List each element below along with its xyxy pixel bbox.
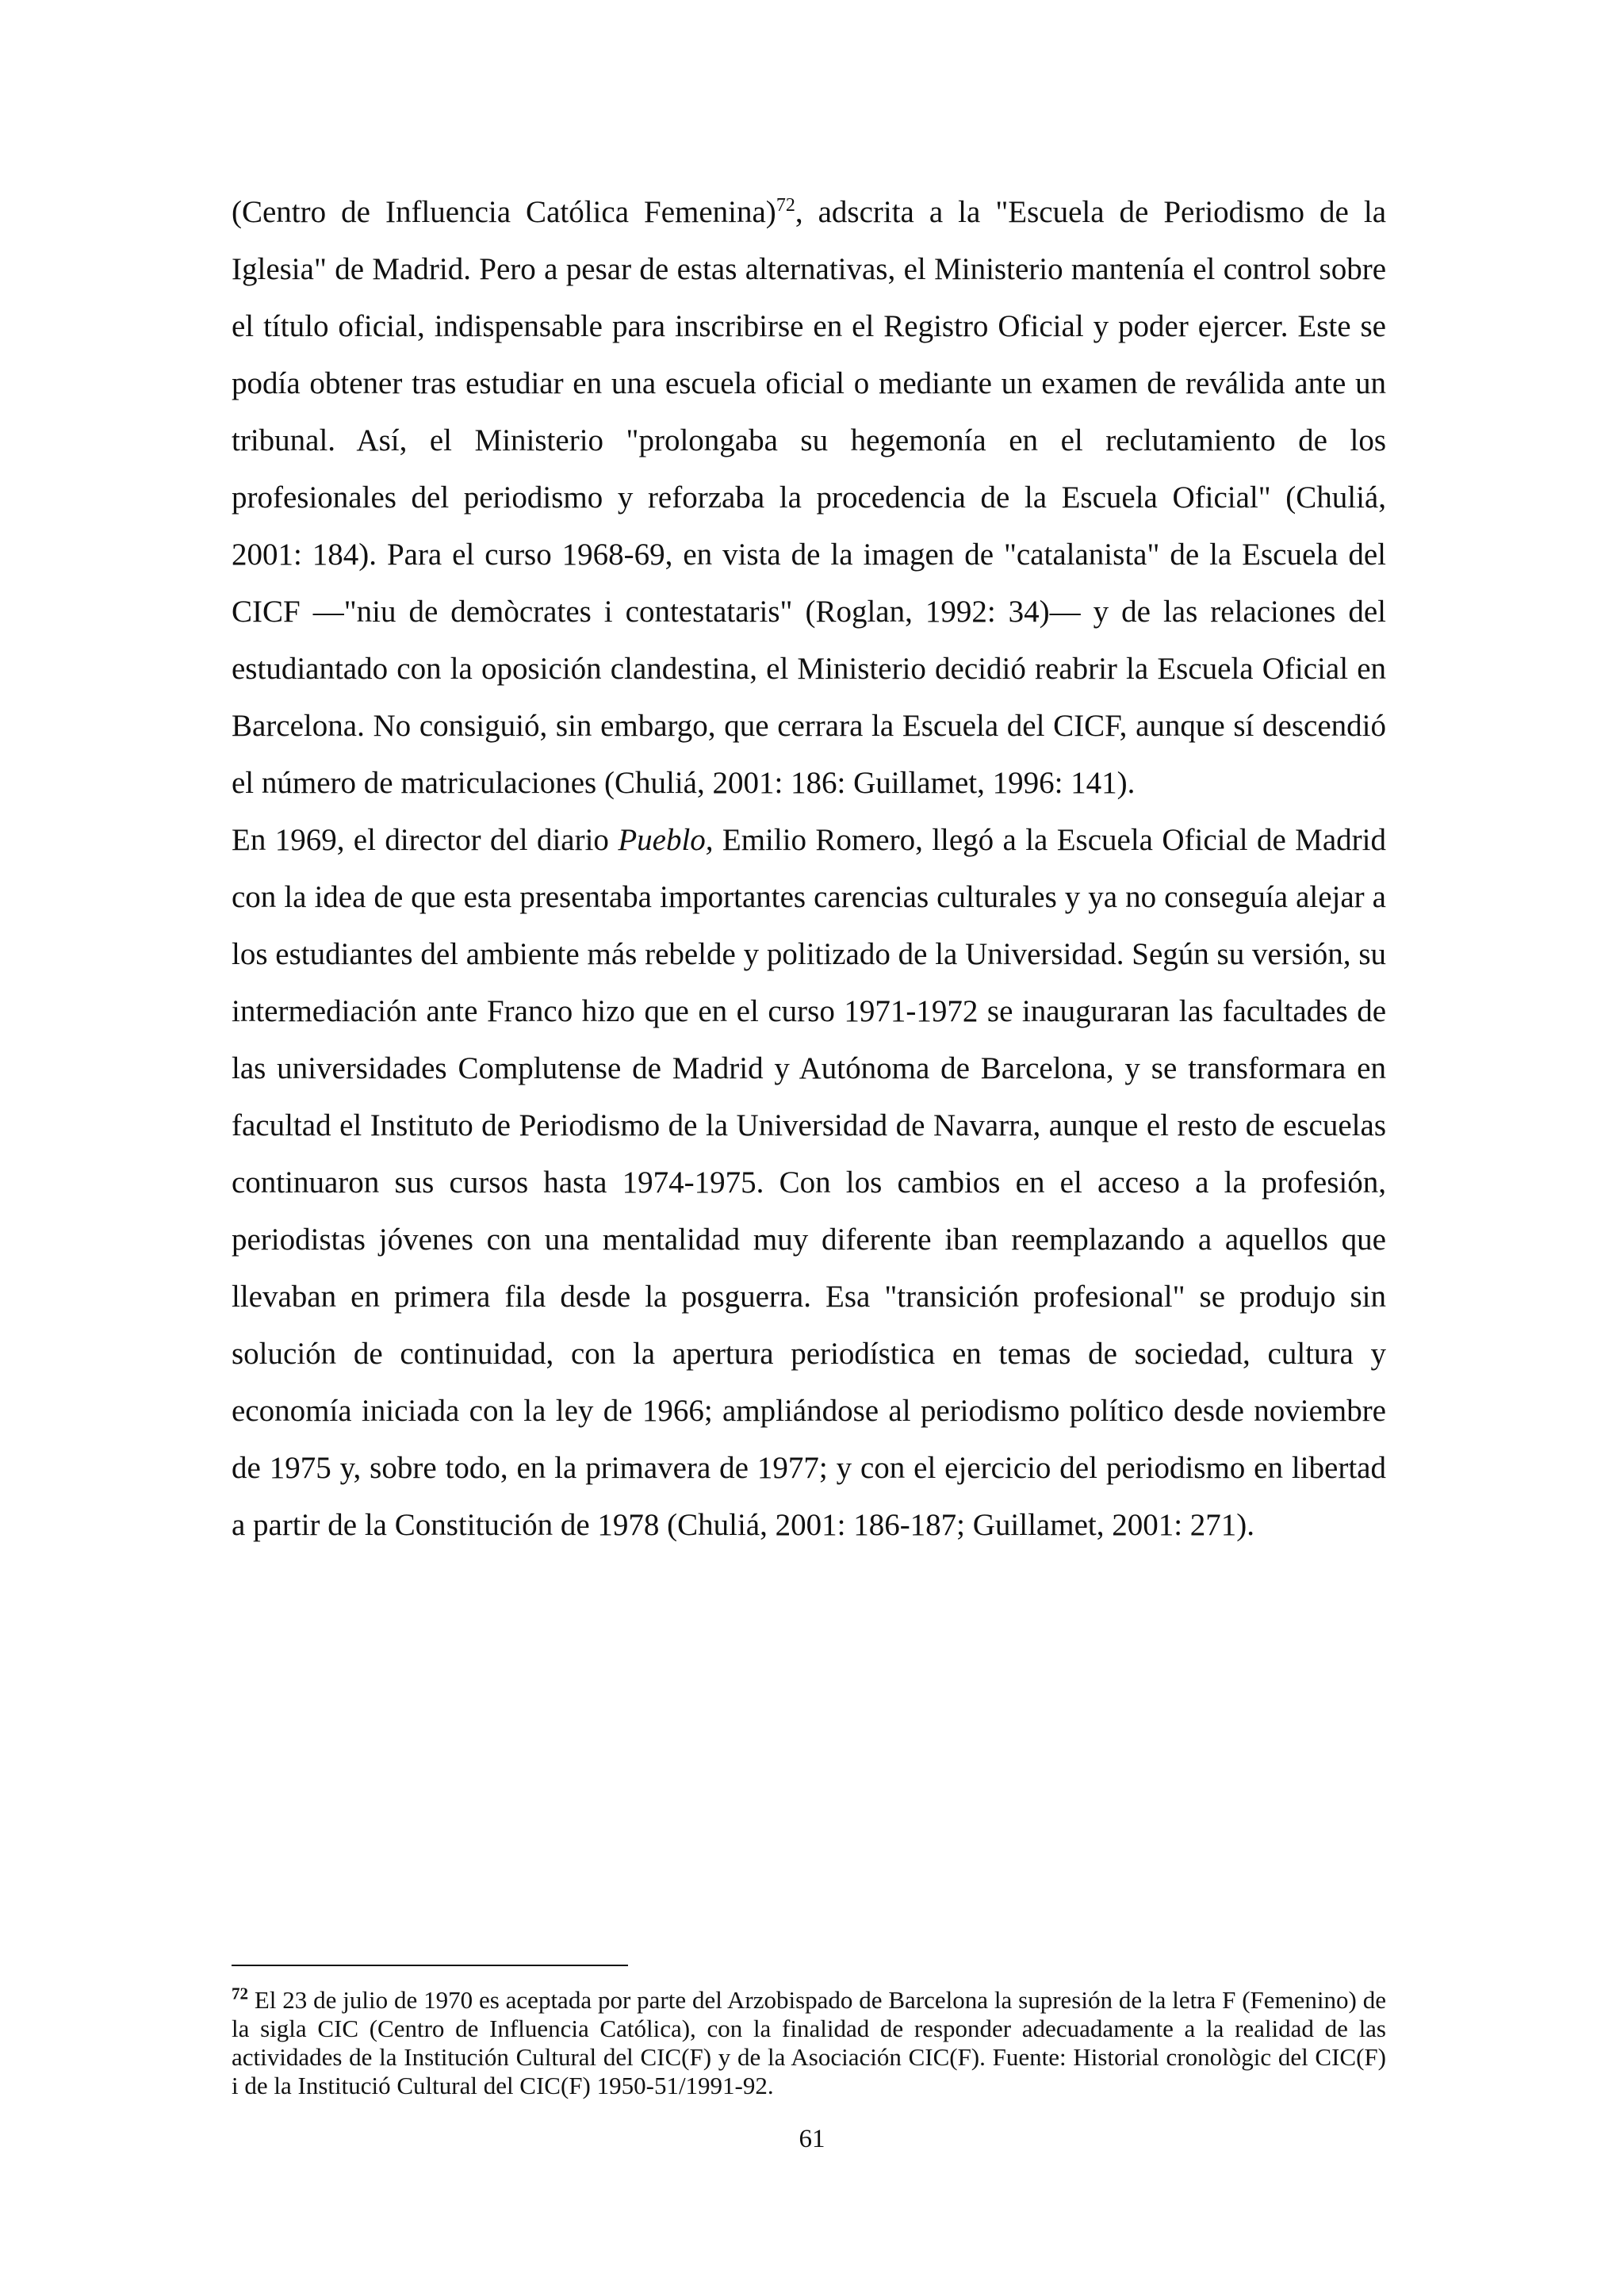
paragraph-1 [232,184,1386,812]
paragraph-1-text-start: (Centro de Influencia Católica Femenina) [232,195,776,229]
paragraph-1-text-rest: , adscrita a la "Escuela de Periodismo de la Iglesia" de Madrid. Pero a pesar de estas alternativas, el Ministerio mantenía el control sobre el título oficial, indispensable para inscribirse en el Registro Oficial y poder ejercer. Este se podía obtener tras estudiar en una escuela oficial o mediante un examen de reválida ante un tribunal. Así, el Ministerio "prolongaba su hegemonía en el reclutamiento de los profesionales del periodismo y reforzaba la procedencia de la Escuela Oficial" (Chuliá, 2001: 184). Para el curso 1968-69, en vista de la imagen de "catalanista" de la Escuela del CICF —"niu de demòcrates i contestataris" (Roglan, 1992: 34)— y de las relaciones del estudiantado con la oposición clandestina, el Ministerio decidió reabrir la Escuela Oficial en Barcelona. No consiguió, sin embargo, que cerrara la Escuela del CICF, aunque sí descendió el número de matriculaciones (Chuliá, 2001: 186: Guillamet, 1996: 141). [232,195,1387,800]
newspaper-title: Pueblo, [618,823,714,857]
paragraph-2 [232,812,1386,1554]
footnote-number: 72 [232,1984,248,2003]
footnote [232,1986,1386,2100]
body-text [232,184,1386,1554]
page-number: 61 [799,2125,825,2153]
footnote-reference[interactable]: 72 [776,195,795,216]
footnote-separator [232,1965,628,1966]
paragraph-2-text-start: En 1969, el director del diario [232,823,619,857]
footnote-text: El 23 de julio de 1970 es aceptada por parte del Arzobispado de Barcelona la supresión de la letra F (Femenino) de la sigla CIC (Centro de Influencia Católica), con la finalidad de responder adecuadamente a la realidad de las actividades de la Institución Cultural del CIC(F) y de la Asociación CIC(F). Fuente: Historial cronològic del CIC(F) i de la Institució Cultural del CIC(F) 1950-51/1991-92. [232,1986,1386,2099]
paragraph-2-text-rest: Emilio Romero, llegó a la Escuela Oficial de Madrid con la idea de que esta presentaba importantes carencias culturales y ya no conseguía alejar a los estudiantes del ambiente más rebelde y politizado de la Universidad. Según su versión, su intermediación ante Franco hizo que en el curso 1971-1972 se inauguraran las facultades de las universidades Complutense de Madrid y Autónoma de Barcelona, y se transformara en facultad el Instituto de Periodismo de la Universidad de Navarra, aunque el resto de escuelas continuaron sus cursos hasta 1974-1975. Con los cambios en el acceso a la profesión, periodistas jóvenes con una mentalidad muy diferente iban reemplazando a aquellos que llevaban en primera fila desde la posguerra. Esa "transición profesional" se produjo sin solución de continuidad, con la apertura periodística en temas de sociedad, cultura y economía iniciada con la ley de 1966; ampliándose al periodismo político desde noviembre de 1975 y, sobre todo, en la primavera de 1977; y con el ejercicio del periodismo en libertad a partir de la Constitución de 1978 (Chuliá, 2001: 186-187; Guillamet, 2001: 271). [232,823,1386,1542]
